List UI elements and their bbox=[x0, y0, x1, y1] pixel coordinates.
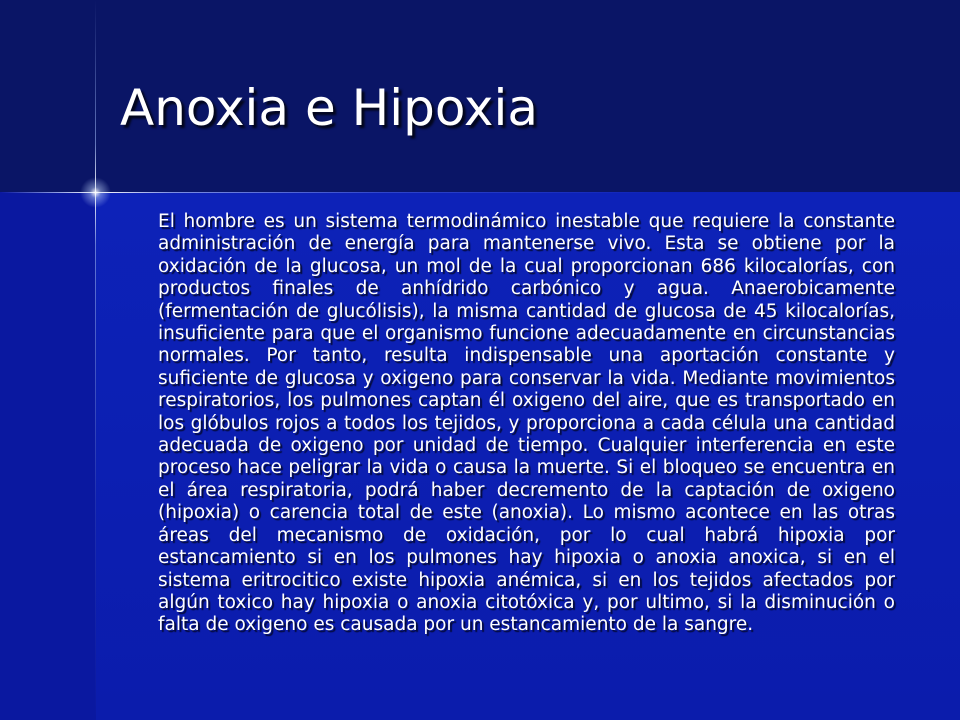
left-margin-strip bbox=[0, 192, 96, 720]
vertical-accent-line bbox=[95, 0, 96, 720]
slide-body-text: El hombre es un sistema termodinámico inestable que requiere la constante administración de energía para mantenerse vivo. Esta se obtiene por la oxidación de la glucosa, un mol de la cual proporcionan 686 kilocalorías, con productos finales de anhídrido carbónico y agua. Anaerobicamente (fermentación de glucólisis), la misma cantidad de glucosa de 45 kilocalorías, insuficiente para que el organismo funcione adecuadamente en circunstancias normales. Por tanto, resulta indispensable una aportación constante y suficiente de glucosa y oxigeno para conservar la vida. Mediante movimientos respiratorios, los pulmones captan él oxigeno del aire, que es transportado en los glóbulos rojos a todos los tejidos, y proporciona a cada célula una cantidad adecuada de oxigeno por unidad de tiempo. Cualquier interferencia en este proceso hace peligrar la vida o causa la muerte. Si el bloqueo se encuentra en el área respiratoria, podrá haber decremento de la captación de oxigeno (hipoxia) o carencia total de este (anoxia). Lo mismo acontece en las otras áreas del mecanismo de oxidación, por lo cual habrá hipoxia por estancamiento si en los pulmones hay hipoxia o anoxia anoxica, si en el sistema eritrocitico existe hipoxia anémica, si en los tejidos afectados por algún toxico hay hipoxia o anoxia citotóxica y, por ultimo, si la disminución o falta de oxigeno es causada por un estancamiento de la sangre. bbox=[158, 211, 895, 636]
horizontal-accent-line bbox=[0, 192, 960, 193]
slide-title: Anoxia e Hipoxia bbox=[120, 79, 539, 137]
star-flare-icon bbox=[80, 177, 111, 208]
